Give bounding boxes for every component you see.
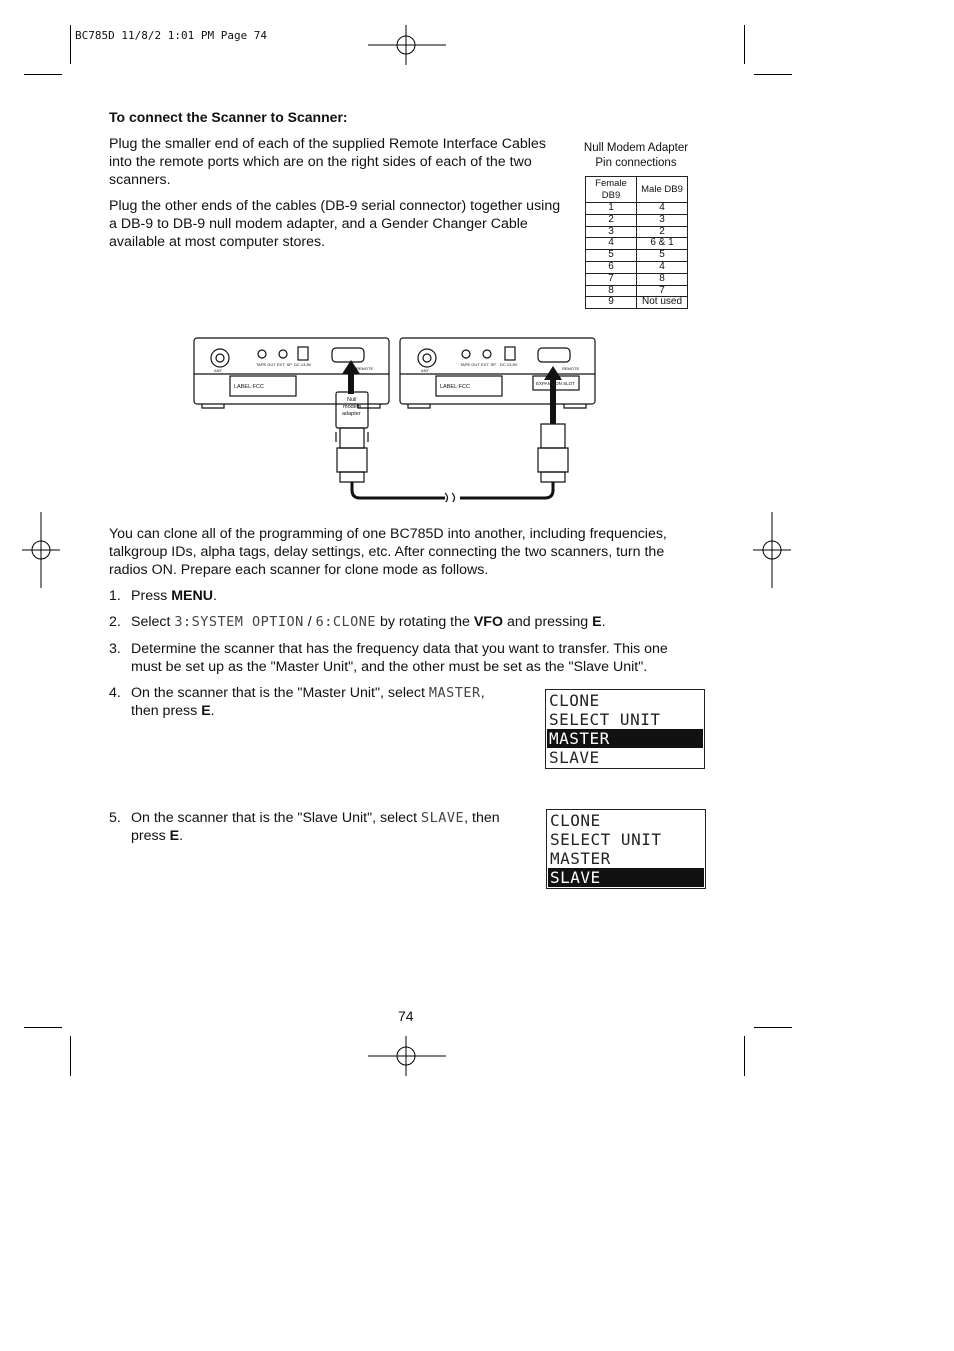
print-header: BC785D 11/8/2 1:01 PM Page 74 [75, 29, 268, 42]
lcd-slave: SLAVE [421, 810, 465, 826]
table-row: 5 5 [586, 250, 688, 262]
port-dc-right: DC 13.8V [500, 362, 518, 367]
lcd-screen-master: CLONE SELECT UNIT MASTER SLAVE [545, 689, 705, 769]
pin-table [585, 176, 688, 309]
port-ext-left: EXT. SP [277, 362, 292, 367]
table-row: 6 4 [586, 261, 688, 273]
col-female: Female DB9 [586, 177, 637, 203]
clone-intro: You can clone all of the programming of one BC785D into another, including frequencies, talkgroup IDs, alpha tags, delay settings, etc. After connecting the two scanners, turn the radios ON. Prepare each scanner for clone mode as follows. [109, 526, 667, 578]
pin-table-title: Null Modem Adapter Pin connections [583, 142, 689, 169]
pin-table-header [586, 177, 688, 203]
table-row: 4 6 & 1 [586, 238, 688, 250]
port-ext-right: EXT. SP [481, 362, 496, 367]
adapter-label-1: Null [347, 397, 357, 403]
connection-diagram [190, 334, 600, 502]
port-remote-left: REMOTE [356, 366, 374, 371]
paragraph-2: Plug the other ends of the cables (DB-9 serial connector) together using a DB-9 to DB-9 null modem adapter, and a Gender Changer Cable available at most computer stores. [109, 198, 561, 250]
adapter-label-3: adapter [342, 411, 361, 417]
port-tape-right: TAPE OUT [460, 362, 480, 367]
adapter-label-2: modem [343, 404, 362, 410]
paragraph-1: Plug the smaller end of each of the supplied Remote Interface Cables into the remote ports which are on the right sides of each of the two scanners. [109, 136, 546, 188]
table-row: 2 3 [586, 214, 688, 226]
table-row: 9 Not used [586, 297, 688, 309]
expansion-slot-label: EXPANSION SLOT [536, 381, 575, 386]
port-tape-left: TAPE OUT [256, 362, 276, 367]
port-ant-right: ANT [421, 368, 429, 373]
label-fcc-left: LABEL:FCC [234, 384, 264, 390]
table-row: 1 4 [586, 203, 688, 215]
port-remote-right: REMOTE [562, 366, 580, 371]
label-fcc-right: LABEL:FCC [440, 384, 470, 390]
lcd-clone: 6:CLONE [315, 614, 377, 630]
table-row: 7 8 [586, 273, 688, 285]
lcd-system-option: 3:SYSTEM OPTION [174, 614, 304, 630]
lcd-screen-slave: CLONE SELECT UNIT MASTER SLAVE [546, 809, 706, 889]
table-row: 8 7 [586, 285, 688, 297]
table-row: 3 2 [586, 226, 688, 238]
port-dc-left: DC 13.8V [294, 362, 312, 367]
lcd-master: MASTER [428, 685, 481, 701]
section-heading: To connect the Scanner to Scanner: [109, 109, 348, 125]
port-ant-left: ANT [214, 368, 222, 373]
col-male: Male DB9 [637, 177, 688, 203]
page-number: 74 [398, 1008, 414, 1024]
